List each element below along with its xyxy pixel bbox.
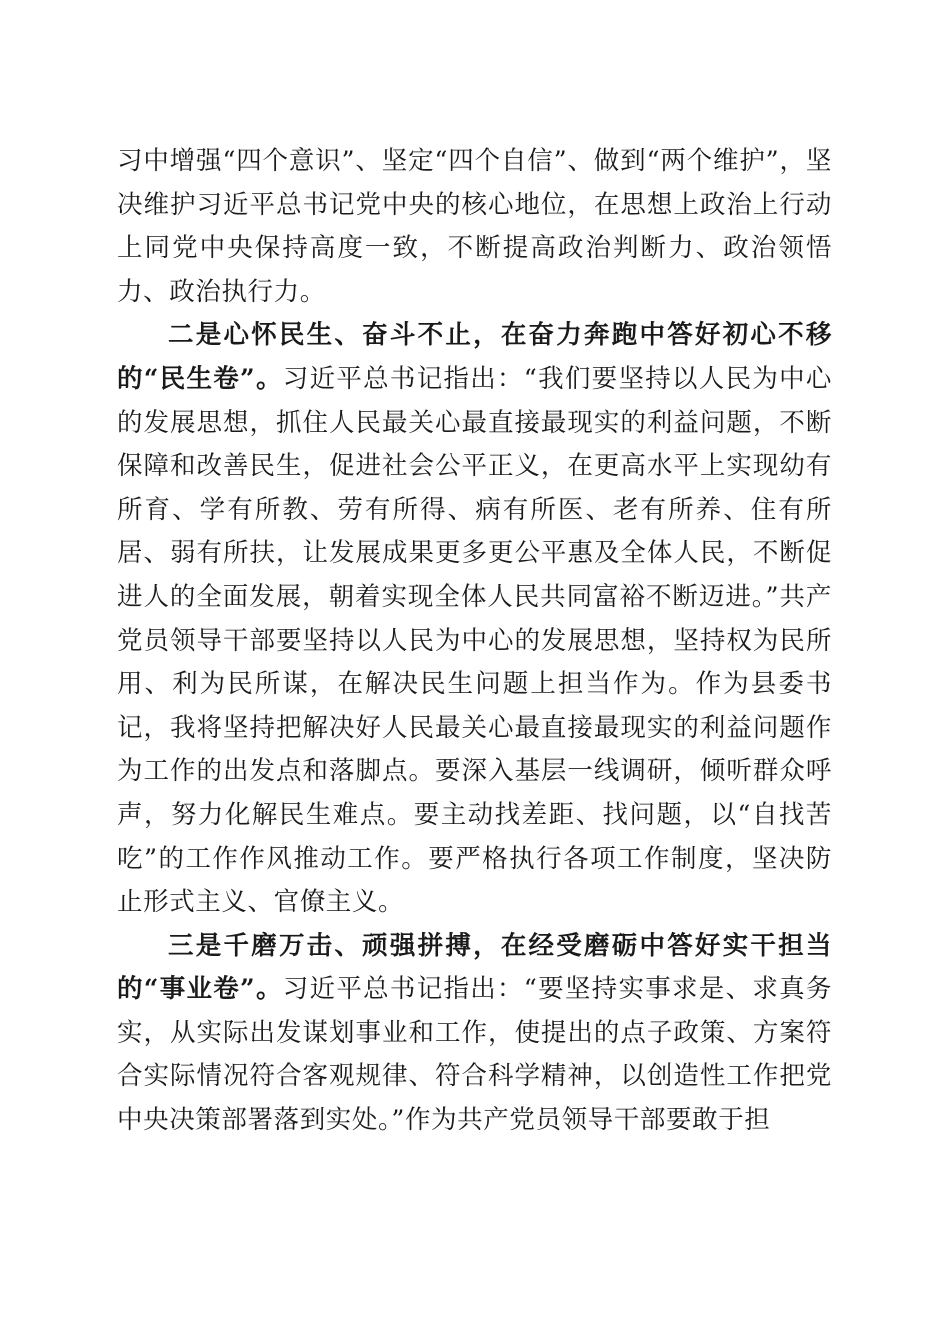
paragraph-3-lead: 三是千磨万击、顽强拼搏，在经受磨砺中答好实干担当的“事业卷”。 (117, 930, 832, 1005)
paragraph-2-body: 习近平总书记指出：“我们要坚持以人民为中心的发展思想，抓住人民最关心最直接最现实的利益问题，不断保障和改善民生，促进社会公平正义，在更高水平上实现幼有所育、学有所教、劳有所得、病有所医、老有所养、住有所居、弱有所扶，让发展成果更多更公平惠及全体人民，不断促进人的全面发展，朝着实现全体人民共同富裕不断迈进。”共产党员领导干部要坚持以人民为中心的发展思想，坚持权为民所用、利为民所谋，在解决民生问题上担当作为。作为县委书记，我将坚持把解决好人民最关心最直接最现实的利益问题作为工作的出发点和落脚点。要深入基层一线调研，倾听群众呼声，努力化解民生难点。要主动找差距、找问题，以“自找苦吃”的工作作风推动工作。要严格执行各项工作制度，坚决防止形式主义、官僚主义。 (117, 363, 832, 918)
paragraph-continued (117, 140, 832, 314)
paragraph-1-body: 习中增强“四个意识”、坚定“四个自信”、做到“两个维护”，坚决维护习近平总书记党中央的核心地位，在思想上政治上行动上同党中央保持高度一致，不断提高政治判断力、政治领悟力、政治执行力。 (117, 146, 832, 307)
document-body (117, 140, 832, 1143)
paragraph-livelihood (117, 314, 832, 924)
paragraph-career (117, 925, 832, 1143)
paragraph-3-body: 习近平总书记指出：“要坚持实事求是、求真务实，从实际出发谋划事业和工作，使提出的点子政策、方案符合实际情况符合客观规律、符合科学精神，以创造性工作把党中央决策部署落到实处。”作为共产党员领导干部要敢于担 (117, 974, 832, 1136)
paragraph-2-lead: 二是心怀民生、奋斗不止，在奋力奔跑中答好初心不移的“民生卷”。 (117, 320, 832, 394)
